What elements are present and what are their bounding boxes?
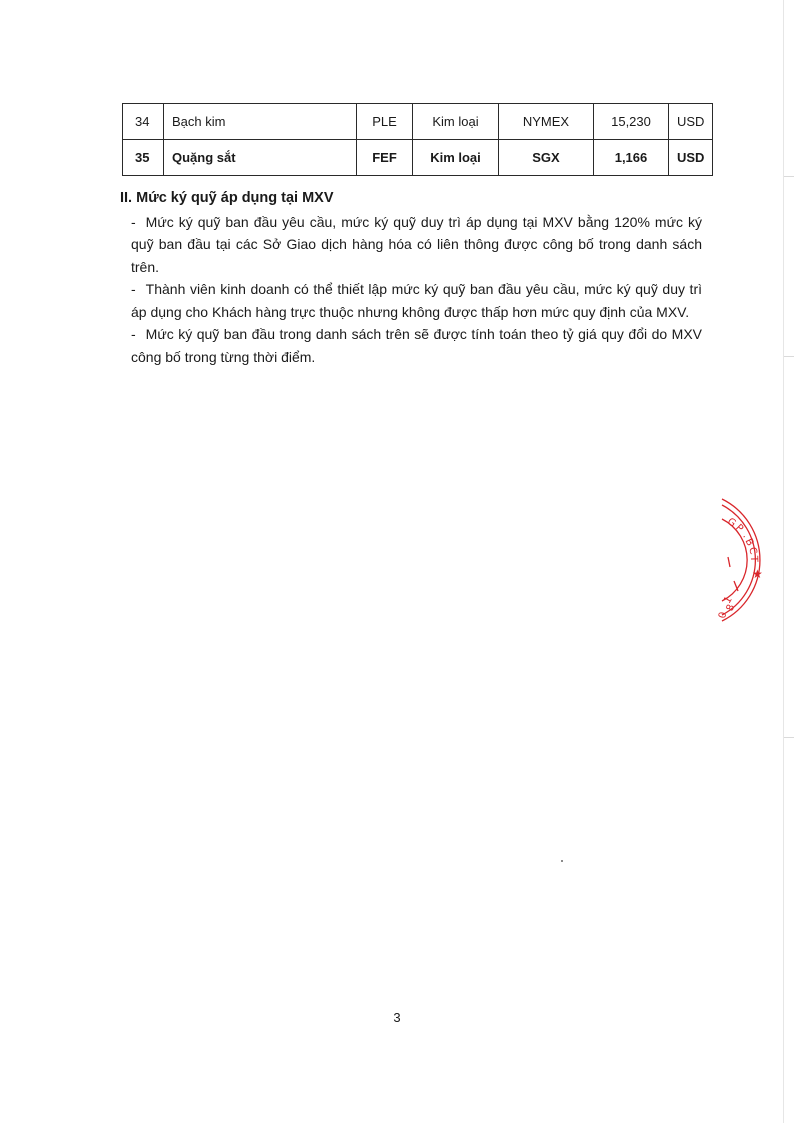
seal-star-icon: ★: [752, 567, 763, 581]
seal-text: 0: [717, 610, 730, 620]
scan-speck: [561, 860, 563, 862]
exchange-name: NYMEX: [499, 104, 594, 140]
paragraph-text: Thành viên kinh doanh có thể thiết lập mức ký quỹ ban đầu yêu cầu, mức ký quỹ duy trì áp dụng cho Khách hàng trực thuộc nhưng không được thấp hơn mức quy định của MXV.: [131, 281, 702, 320]
margin-section: [120, 187, 702, 368]
seal-text: 8: [724, 602, 738, 613]
table-row: [123, 104, 713, 140]
currency: USD: [669, 104, 713, 140]
page-edge-tick: [784, 737, 794, 738]
page-edge-tick: [784, 176, 794, 177]
seal-text: .: [740, 531, 752, 541]
commodity-name: Bạch kim: [164, 104, 357, 140]
commodity-code: PLE: [357, 104, 413, 140]
seal-text: T: [747, 555, 760, 563]
margin-value: 1,166: [594, 140, 669, 176]
section-paragraph: [120, 278, 702, 323]
seal-text: B: [742, 536, 756, 548]
official-seal-stamp: [716, 495, 786, 625]
exchange-name: SGX: [499, 140, 594, 176]
seal-text: G: [725, 516, 738, 530]
page-edge-tick: [784, 356, 794, 357]
commodity-code: FEF: [357, 140, 413, 176]
commodity-group: Kim loại: [413, 104, 499, 140]
commodity-group: Kim loại: [413, 140, 499, 176]
section-paragraph: [120, 211, 702, 279]
seal-mark: [728, 557, 730, 567]
page-number: 3: [393, 1010, 401, 1025]
bullet-dash: -: [131, 213, 136, 230]
section-title: II. Mức ký quỹ áp dụng tại MXV: [120, 190, 334, 206]
bullet-dash: -: [131, 281, 136, 297]
section-paragraph: [120, 323, 702, 368]
margin-table: [122, 103, 713, 176]
row-number: 35: [123, 140, 164, 176]
paragraph-text: Mức ký quỹ ban đầu trong danh sách trên sẽ được tính toán theo tỷ giá quy đổi do MXV công bố trong từng thời điểm.: [131, 326, 702, 365]
paragraph-text: Mức ký quỹ ban đầu yêu cầu, mức ký quỹ duy trì áp dụng tại MXV bằng 120% mức ký quỹ ban đầu tại các Sở Giao dịch hàng hóa có liên thông được công bố trong danh sách trên.: [131, 213, 702, 275]
commodity-name: Quặng sắt: [164, 140, 357, 176]
bullet-dash: -: [131, 326, 136, 342]
seal-text: P: [733, 522, 746, 535]
margin-value: 15,230: [594, 104, 669, 140]
table-row: [123, 140, 713, 176]
seal-text: 1: [722, 594, 735, 606]
currency: USD: [669, 140, 713, 176]
seal-text: C: [746, 546, 759, 556]
row-number: 34: [123, 104, 164, 140]
